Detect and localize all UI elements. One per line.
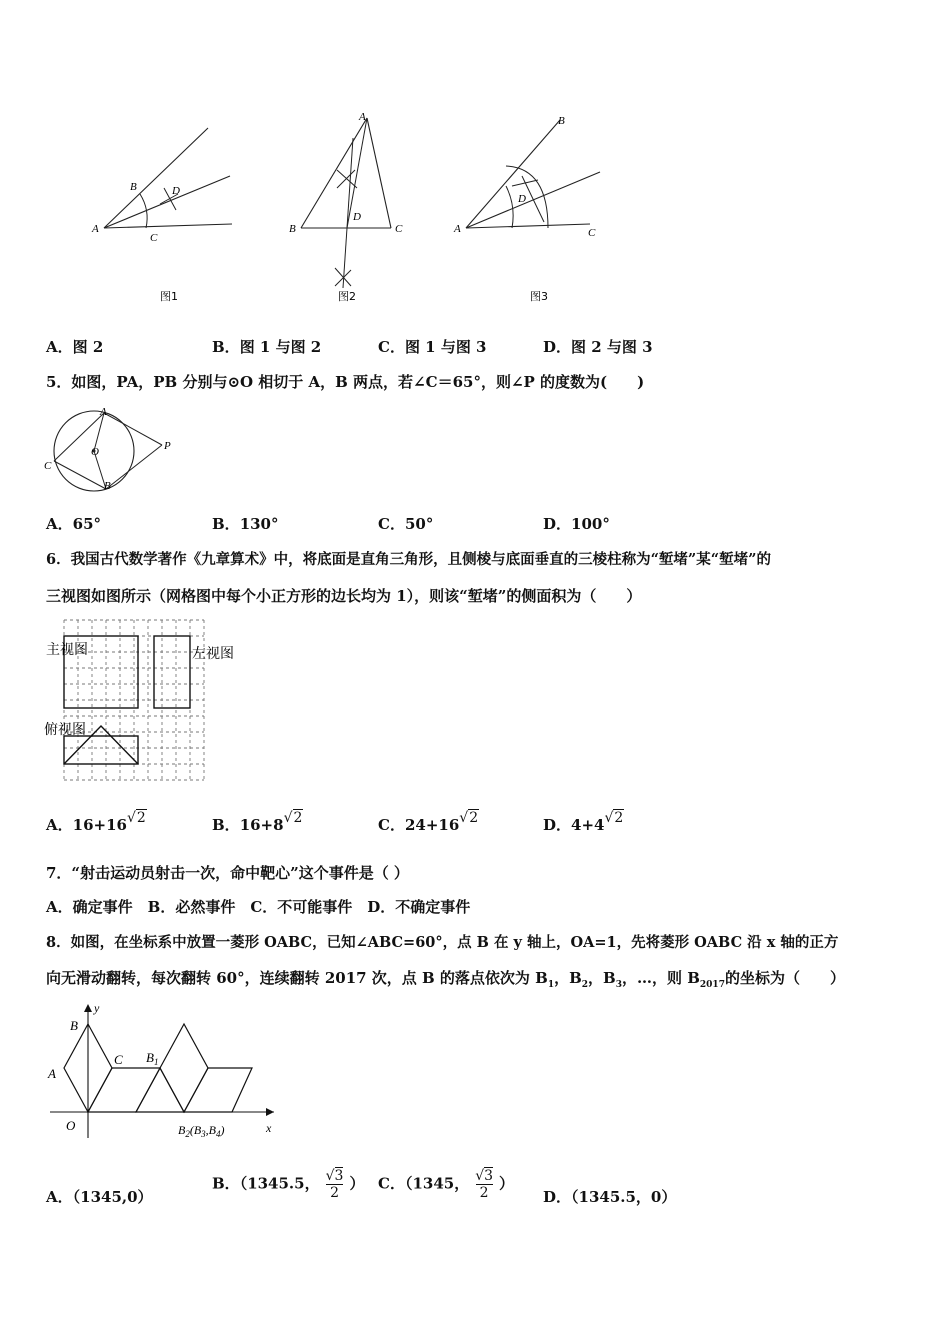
q6-option-a[interactable]: A．16+16√2 xyxy=(46,810,146,834)
label-d: D xyxy=(353,211,361,223)
label-b1: $B_1$ xyxy=(146,1050,159,1067)
label-o: O xyxy=(91,446,99,458)
q5-option-b[interactable]: B．130° xyxy=(212,515,279,533)
q8-option-c[interactable]: C．（1345， $\frac{√3}{2}$ ） xyxy=(378,1168,515,1201)
label-c: C xyxy=(588,227,596,239)
q8-option-d[interactable]: D．（1345.5，0） xyxy=(543,1188,677,1206)
side-view-label: 左视图 xyxy=(192,647,234,662)
q4-option-c[interactable]: C．图 1 与图 3 xyxy=(378,338,487,356)
q7-stem: 7．“射击运动员射击一次，命中靶心”这个事件是（ ） xyxy=(46,864,409,882)
q4-figure-3 xyxy=(452,110,612,308)
label-d: D xyxy=(518,193,526,205)
q5-figure xyxy=(40,405,180,495)
q4-option-a[interactable]: A．图 2 xyxy=(46,338,104,356)
label-a: A xyxy=(454,223,461,235)
q6-stem-line2: 三视图如图所示（网格图中每个小正方形的边长均为 1），则该“堑堵”的侧面积为（ ） xyxy=(46,587,642,605)
q6-three-view-figure xyxy=(42,614,234,786)
q6-option-b[interactable]: B．16+8√2 xyxy=(212,810,303,834)
q8-option-a[interactable]: A．（1345,0） xyxy=(46,1188,153,1206)
x-axis-label: x xyxy=(266,1121,272,1135)
label-b: B xyxy=(558,115,565,127)
q5-stem: 5．如图，PA，PB 分别与⊙O 相切于 A，B 两点，若∠C＝65°，则∠P 的度数为( ) xyxy=(46,373,645,391)
label-a: A xyxy=(359,111,366,123)
figure-caption: 图1 xyxy=(160,290,178,303)
label-b2-b3-b4: $B_2(B_3,B_4)$ xyxy=(178,1123,225,1139)
q4-option-b[interactable]: B．图 1 与图 2 xyxy=(212,338,322,356)
q7-options[interactable]: A．确定事件 B．必然事件 C．不可能事件 D．不确定事件 xyxy=(46,898,471,916)
label-b: B xyxy=(130,181,137,193)
label-a: A xyxy=(100,406,107,418)
label-c: C xyxy=(395,223,403,235)
q8-stem-line2: 向无滑动翻转，每次翻转 60°，连续翻转 2017 次，点 B 的落点依次为 $B_1$，$B_2$，$B_3$，…，则 $B_{2017}$的坐标为（ ） xyxy=(46,969,845,990)
label-a: A xyxy=(48,1066,56,1081)
label-b: B xyxy=(70,1018,78,1033)
label-b: B xyxy=(104,480,111,492)
q5-option-a[interactable]: A．65° xyxy=(46,515,102,533)
q4-option-d[interactable]: D．图 2 与图 3 xyxy=(543,338,653,356)
q4-figure-2 xyxy=(283,108,423,308)
label-c: C xyxy=(44,460,52,472)
figure-caption: 图2 xyxy=(338,290,356,303)
q4-figure-1 xyxy=(90,118,240,308)
y-axis-label: y xyxy=(94,1001,100,1015)
q8-option-b[interactable]: B．（1345.5， $\frac{√3}{2}$ ） xyxy=(212,1168,365,1201)
q6-option-c[interactable]: C．24+16√2 xyxy=(378,810,479,834)
label-a: A xyxy=(92,223,99,235)
q5-option-d[interactable]: D．100° xyxy=(543,515,610,533)
q5-option-c[interactable]: C．50° xyxy=(378,515,434,533)
label-o: O xyxy=(66,1118,76,1133)
label-b: B xyxy=(289,223,296,235)
q6-stem-line1: 6．我国古代数学著作《九章算术》中，将底面是直角三角形，且侧棱与底面垂直的三棱柱称为“堑堵”某“堑堵”的 xyxy=(46,551,771,568)
front-view-label: 主视图 xyxy=(46,643,88,658)
q6-option-d[interactable]: D．4+4√2 xyxy=(543,810,624,834)
figure-caption: 图3 xyxy=(530,290,548,303)
q8-stem-line1: 8．如图，在坐标系中放置一菱形 OABC，已知∠ABC=60°，点 B 在 y 轴上，OA=1，先将菱形 OABC 沿 x 轴的正方 xyxy=(46,934,839,951)
label-d: D xyxy=(172,185,180,197)
q8-rhombus-figure xyxy=(44,1000,284,1150)
top-view-label: 俯视图 xyxy=(44,723,86,738)
label-p: P xyxy=(164,440,171,452)
label-c: C xyxy=(150,232,158,244)
label-c: C xyxy=(114,1052,123,1067)
